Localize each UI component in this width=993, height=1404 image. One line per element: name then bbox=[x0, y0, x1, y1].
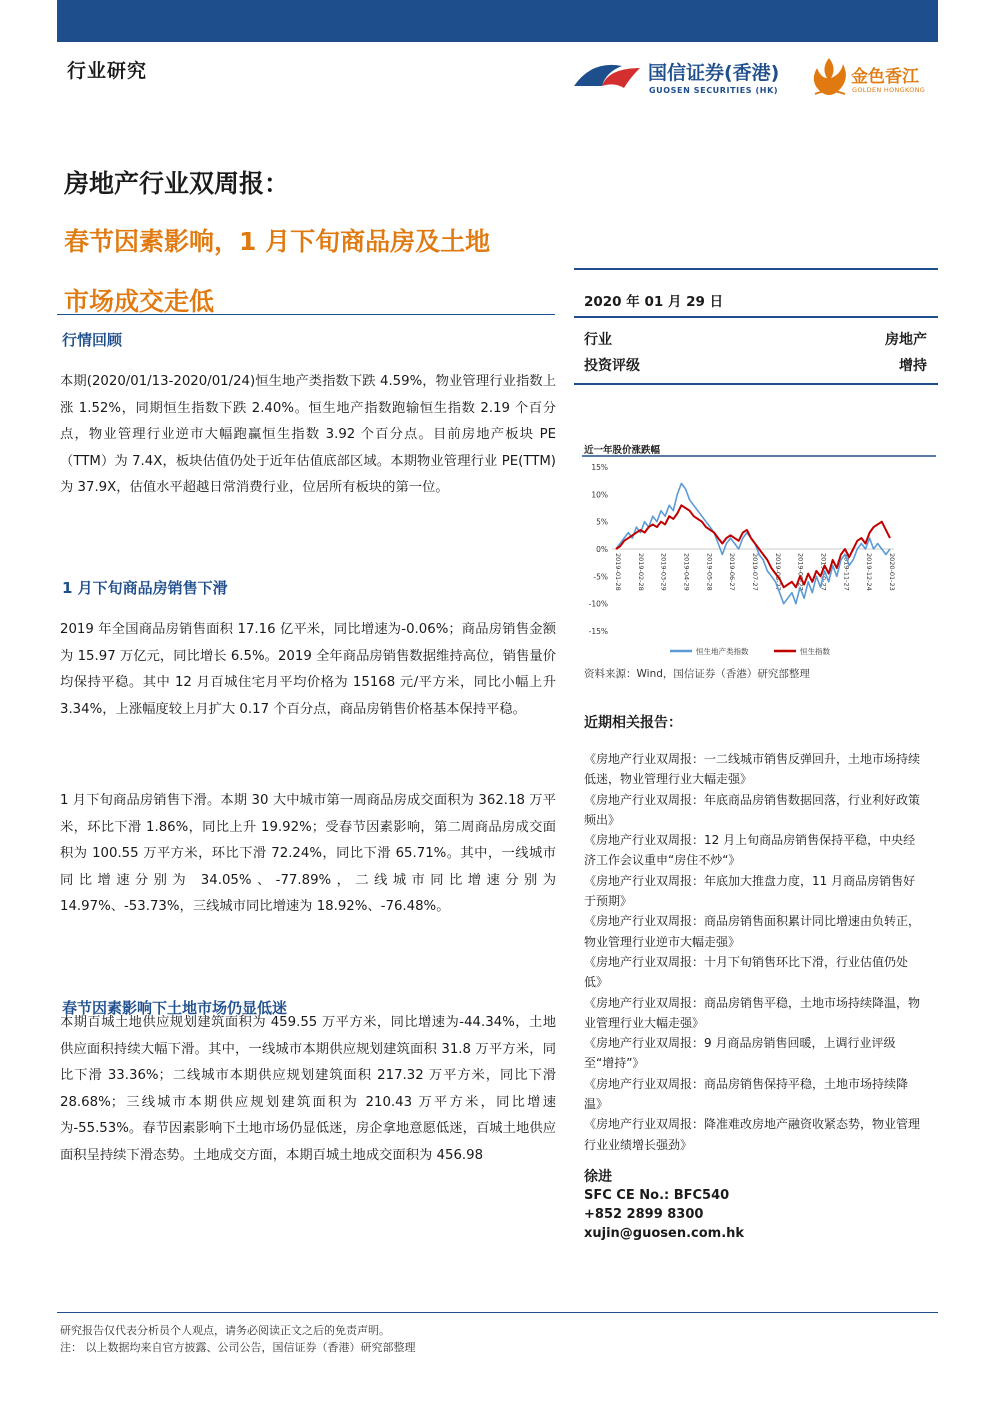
golden-hongkong-logo bbox=[807, 54, 947, 104]
x-tick-label: 2019-04-29 bbox=[682, 553, 691, 591]
legend-label: 恒生地产类指数 bbox=[696, 647, 749, 656]
sidebar-rule-top bbox=[574, 268, 938, 270]
related-report-item[interactable]: 《房地产行业双周报：年底加大推盘力度，11 月商品房销售好于预期》 bbox=[584, 873, 916, 909]
analyst-name: 徐进 bbox=[584, 1169, 612, 1185]
analyst-email[interactable]: xujin@guosen.com.hk bbox=[584, 1226, 745, 1241]
y-tick-label: 10% bbox=[591, 490, 608, 500]
golden-flame-icon bbox=[807, 54, 851, 100]
analyst-sfc-number: SFC CE No.: BFC540 bbox=[584, 1188, 730, 1203]
chart-title: 近一年股价涨跌幅 bbox=[584, 445, 661, 456]
x-tick-label: 2019-01-28 bbox=[614, 553, 622, 591]
rating-label: 投资评级 bbox=[584, 358, 640, 374]
sidebar-rule-rating bbox=[574, 383, 938, 385]
brand-name-cn: 国信证券(香港) bbox=[648, 62, 780, 84]
report-title: 房地产行业双周报： bbox=[64, 169, 290, 198]
x-tick-label: 2019-03-29 bbox=[659, 553, 668, 591]
headline-line-1: 春节因素影响，1 月下旬商品房及土地 bbox=[64, 227, 491, 256]
x-tick-label: 2019-06-27 bbox=[728, 553, 737, 591]
section-heading-land: 春节因素影响下土地市场仍显低迷 bbox=[62, 999, 288, 1017]
headline-divider bbox=[57, 314, 555, 315]
guosen-logo-icon bbox=[572, 58, 642, 98]
related-reports-list bbox=[584, 749, 920, 1155]
footer-data-note: 注： 以上数据均来自官方披露、公司公告，国信证券（香港）研究部整理 bbox=[60, 1341, 416, 1354]
x-tick-label: 2019-07-27 bbox=[751, 553, 759, 591]
report-date: 2020 年 01 月 29 日 bbox=[584, 294, 724, 310]
analyst-phone: +852 2899 8300 bbox=[584, 1207, 704, 1222]
x-tick-label: 2019-02-28 bbox=[636, 553, 645, 591]
y-tick-label: -5% bbox=[593, 572, 608, 582]
related-report-item[interactable]: 《房地产行业双周报：商品房销售面积累计同比增速由负转正，物业管理行业逆市大幅走强》 bbox=[584, 914, 921, 949]
related-report-item[interactable]: 《房地产行业双周报：一二线城市销售反弹回升，土地市场持续低迷，物业管理行业大幅走强》 bbox=[584, 752, 921, 787]
related-report-item[interactable]: 《房地产行业双周报：商品房销售平稳，土地市场持续降温，物业管理行业大幅走强》 bbox=[584, 995, 921, 1030]
x-tick-label: 2019-12-24 bbox=[865, 553, 874, 591]
y-tick-label: 15% bbox=[591, 463, 608, 472]
y-tick-label: -10% bbox=[588, 599, 608, 609]
related-report-item[interactable]: 《房地产行业双周报：12 月上旬商品房销售保持平稳，中央经济工作会议重申“房住不炒“》 bbox=[584, 833, 916, 868]
x-tick-label: 2019-09-27 bbox=[796, 553, 805, 591]
related-report-item[interactable]: 《房地产行业双周报：十月下旬销售环比下滑，行业估值仍处低》 bbox=[584, 954, 909, 990]
paragraph-sales-2: 1 月下旬商品房销售下滑。本期 30 大中城市第一周商品房成交面积为 362.18 万平米，环比下滑 1.86%，同比上升 19.92%；受春节因素影响，第二周商品房成交面积为 100.55 万平方米，环比下滑 72.24%，同比下滑 65.71%。其中，一线城市同比增速分别为 34.05%、-77.89%，二线城市同比增速分别为 14.97%、-53.73%，三线城市同比增速为 18.92%、-76.48%。 bbox=[60, 793, 556, 914]
footer-divider bbox=[57, 1312, 938, 1313]
x-tick-label: 2019-11-27 bbox=[842, 553, 851, 591]
brand-name-en: GUOSEN SECURITIES (HK) bbox=[649, 86, 779, 95]
y-tick-label: -15% bbox=[588, 627, 608, 636]
x-tick-label: 2019-05-28 bbox=[705, 553, 714, 591]
x-tick-label: 2020-01-23 bbox=[888, 553, 896, 591]
related-report-item[interactable]: 《房地产行业双周报：9 月商品房销售回暖，上调行业评级至“增持”》 bbox=[584, 1036, 896, 1071]
sidebar-rule-date bbox=[574, 316, 938, 318]
section-label: 行业研究 bbox=[67, 60, 148, 82]
industry-label: 行业 bbox=[584, 332, 612, 348]
chart-source-note: 资料来源：Wind，国信证券（香港）研究部整理 bbox=[584, 668, 810, 680]
paragraph-sales-1: 2019 年全国商品房销售面积 17.16 亿平米，同比增速为-0.06%；商品房销售金额为 15.97 万亿元，同比增长 6.5%。2019 全年商品房销售数据维持高位，销售量价均保持平稳。其中 12 月百城住宅月平均价格为 15168 元/平方米，同比小幅上升 3.34%，上涨幅度较上月扩大 0.17 个百分点，商品房销售价格基本保持平稳。 bbox=[60, 622, 556, 717]
y-tick-label: 5% bbox=[596, 517, 608, 527]
paragraph-market-review: 本期(2020/01/13-2020/01/24)恒生地产类指数下跌 4.59%，物业管理行业指数上涨 1.52%，同期恒生指数下跌 2.40%。恒生地产指数跑输恒生指数 2.19 个百分点，物业管理行业逆市大幅跑赢恒生指数 3.92 个百分点。目前房地产板块 PE（TTM）为 7.4X，板块估值仍处于近年估值底部区域。本期物业管理行业 PE(TTM)为 37.9X，估值水平超越日常消费行业，位居所有板块的第一位。 bbox=[60, 374, 556, 495]
section-heading-sales: 1 月下旬商品房销售下滑 bbox=[62, 579, 228, 597]
related-report-item[interactable]: 《房地产行业双周报：商品房销售保持平稳，土地市场持续降温》 bbox=[584, 1076, 909, 1112]
x-tick-label: 2019-10-27 bbox=[819, 553, 828, 591]
x-tick-label: 2019-08-27 bbox=[773, 553, 782, 591]
section-heading-market-review: 行情回顾 bbox=[62, 331, 123, 349]
guosen-logo bbox=[572, 56, 802, 102]
paragraph-land: 本期百城土地供应规划建筑面积为 459.55 万平方米，同比增速为-44.34%，土地供应面积持续大幅下滑。其中，一线城市本期供应规划建筑面积 31.8 万平方米，同比下滑 33.36%；二线城市本期供应规划建筑面积 217.32 万平方米，同比下滑 28.68%；三线城市本期供应规划建筑面积为 210.43 万平方米，同比增速为-55.53%。春节因素影响下土地市场仍显低迷，房企拿地意愿低迷，百城土地供应面积呈持续下滑态势。土地成交方面，本期百城土地成交面积为 456.98 bbox=[60, 1015, 556, 1163]
price-change-chart bbox=[578, 455, 938, 665]
headline-line-2: 市场成交走低 bbox=[64, 287, 215, 316]
partner-name-en: GOLDEN HONGKONG bbox=[852, 86, 926, 94]
industry-value: 房地产 bbox=[885, 332, 927, 348]
rating-value: 增持 bbox=[899, 358, 927, 374]
top-brand-bar bbox=[57, 0, 938, 42]
y-tick-label: 0% bbox=[596, 545, 608, 554]
related-report-item[interactable]: 《房地产行业双周报：年底商品房销售数据回落，行业利好政策频出》 bbox=[584, 792, 921, 827]
related-report-item[interactable]: 《房地产行业双周报：降准难改房地产融资收紧态势，物业管理行业业绩增长强劲》 bbox=[584, 1117, 921, 1152]
related-reports-heading: 近期相关报告： bbox=[584, 715, 682, 731]
partner-name-cn: 金色香江 bbox=[851, 67, 919, 87]
footer-disclaimer: 研究报告仅代表分析员个人观点，请务必阅读正文之后的免责声明。 bbox=[60, 1324, 390, 1337]
legend-label: 恒生指数 bbox=[800, 647, 830, 656]
